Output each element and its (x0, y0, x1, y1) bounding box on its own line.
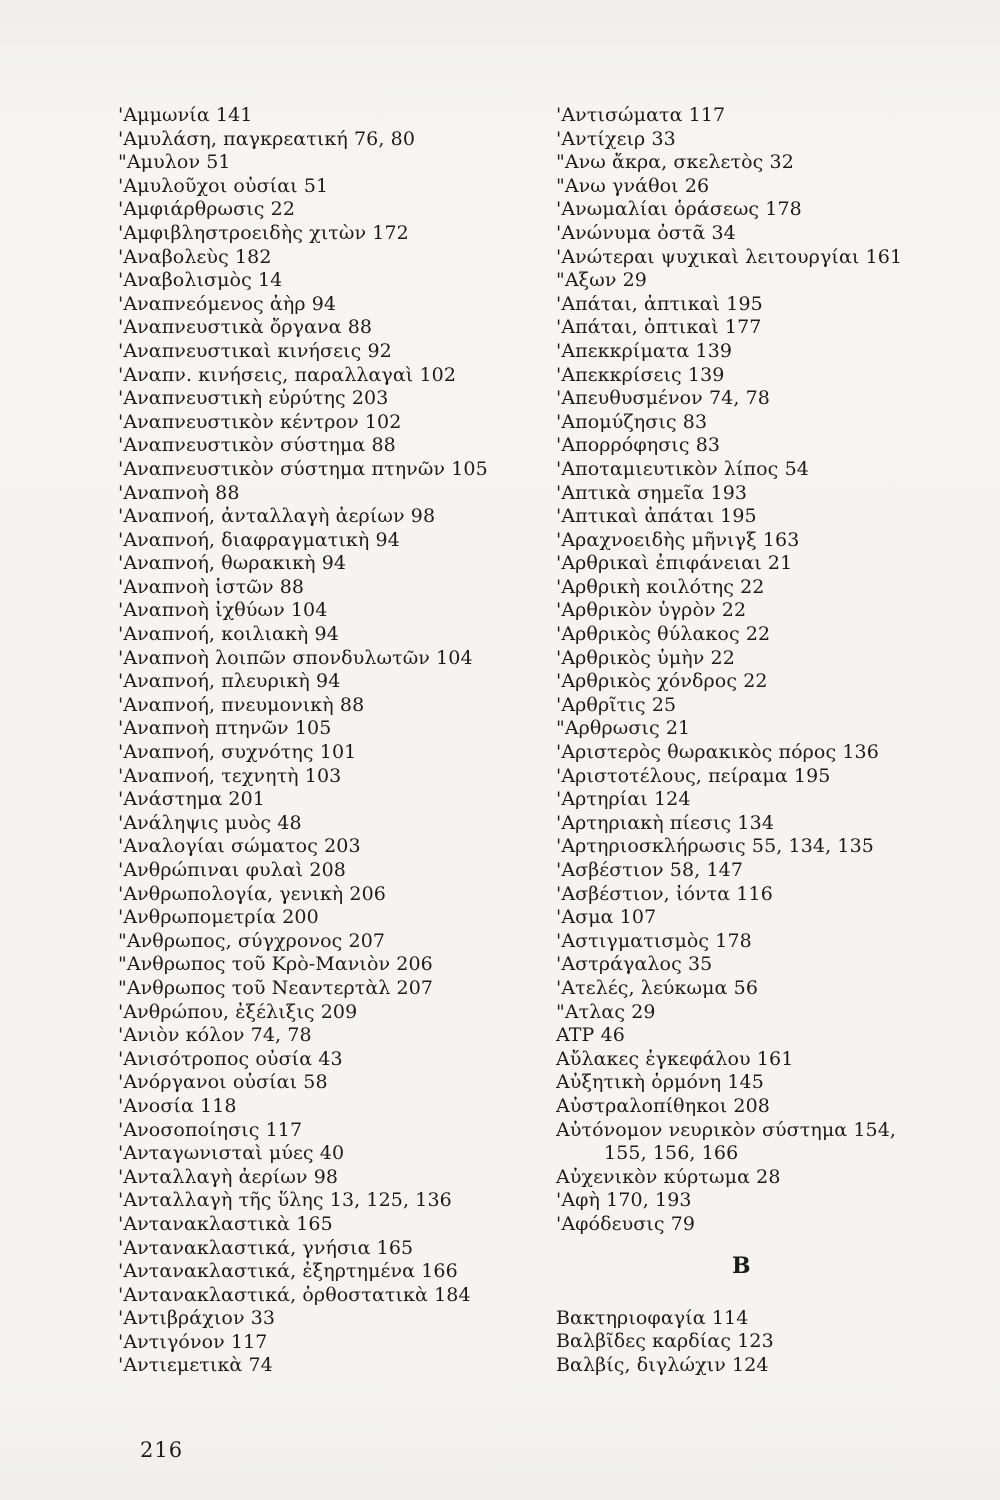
index-entry: 'Αναπνοή, κοιλιακὴ 94 (118, 623, 339, 646)
page-number: 216 (140, 1438, 184, 1462)
index-entry: 'Αστιγματισμὸς 178 (556, 929, 752, 952)
index-entry: 'Αναβολεὺς 182 (118, 245, 272, 268)
index-entry: Βαλβῖδες καρδίας 123 (556, 1330, 774, 1353)
index-entry: 'Αναπνοή, τεχνητὴ 103 (118, 764, 342, 787)
index-entry: 'Αντισώματα 117 (556, 104, 726, 126)
index-entry: 'Αναπνοὴ λοιπῶν σπονδυλωτῶν 104 (118, 646, 473, 669)
index-entry: 'Αποταμιευτικὸν λίπος 54 (556, 457, 809, 480)
index-entry: 'Αναπνευστικὰ ὄργανα 88 (118, 316, 373, 339)
index-entry: ATP 46 (556, 1024, 625, 1047)
index-entry: 'Ανθρώπου, ἐξέλιξις 209 (118, 1000, 358, 1023)
index-entry: 'Αμυλοῦχοι οὐσίαι 51 (118, 174, 329, 197)
index-entry: "Ανω γνάθοι 26 (556, 174, 710, 197)
index-entry: 'Ανώνυμα ὀστᾶ 34 (556, 221, 736, 244)
index-entry: 'Αντιβράχιον 33 (118, 1307, 276, 1330)
index-entry-continuation: 155, 156, 166 (604, 1142, 739, 1165)
index-entry: 'Αναπνοὴ πτηνῶν 105 (118, 717, 332, 740)
index-entry: 'Απάται, ὀπτικαὶ 177 (556, 316, 762, 339)
index-entry: 'Ανοσία 118 (118, 1094, 237, 1117)
index-entry: "Αρθρωσις 21 (556, 717, 691, 740)
index-entry: 'Αναλογίαι σώματος 203 (118, 835, 361, 858)
index-entry: 'Αντανακλαστικά, ὀρθοστατικὰ 184 (118, 1283, 471, 1306)
index-entry: "Ανθρωπος τοῦ Κρὸ-Μανιὸν 206 (118, 953, 433, 976)
index-entry: 'Αρθρικὸς ὑμὴν 22 (556, 646, 735, 669)
index-entry: "Αξων 29 (556, 269, 647, 292)
index-entry: 'Αναπνοὴ 88 (118, 481, 240, 504)
index-entry: 'Αμφιάρθρωσις 22 (118, 198, 296, 221)
index-entry: 'Αρθρικὴ κοιλότης 22 (556, 575, 765, 598)
index-entry: 'Ανθρωπολογία, γενικὴ 206 (118, 882, 386, 905)
index-entry: 'Ανταλλαγὴ τῆς ὕλης 13, 125, 136 (118, 1189, 452, 1212)
index-entry: 'Αντιεμετικὰ 74 (118, 1354, 273, 1377)
index-entry: 'Ασμα 107 (556, 906, 657, 929)
index-entry: 'Απευθυσμένον 74, 78 (556, 387, 770, 410)
index-entry: 'Αναπνευστικὸν σύστημα 88 (118, 434, 396, 457)
index-entry: "Ανθρωπος, σύγχρονος 207 (118, 929, 386, 952)
index-entry: 'Αρθρικὸς θύλακος 22 (556, 623, 771, 646)
index-entry: Αὐτόνομον νευρικὸν σύστημα 154, (556, 1118, 897, 1141)
index-entry: 'Αναπνοή, πλευρικὴ 94 (118, 670, 341, 693)
index-entry: 'Αναβολισμὸς 14 (118, 269, 283, 292)
index-entry: 'Αρθρικὸν ὑγρὸν 22 (556, 599, 747, 622)
index-column-right (556, 104, 976, 1377)
index-entry: 'Αμμωνία 141 (118, 104, 253, 126)
index-entry: 'Ανωμαλίαι ὁράσεως 178 (556, 198, 802, 221)
index-entry: 'Αριστερὸς θωρακικὸς πόρος 136 (556, 741, 879, 764)
index-entry: 'Ανιὸν κόλον 74, 78 (118, 1024, 312, 1047)
index-entry: 'Αμφιβληστροειδὴς χιτὼν 172 (118, 221, 409, 244)
index-entry: 'Αναπνοὴ ἰχθύων 104 (118, 599, 328, 622)
index-entry: 'Ασβέστιον 58, 147 (556, 859, 744, 881)
index-entry: 'Ανθρώπιναι φυλαὶ 208 (118, 859, 346, 881)
index-entry: 'Αναπνευστικὸν σύστημα πτηνῶν 105 (118, 457, 488, 480)
index-entry: 'Αντανακλαστικά, ἐξηρτημένα 166 (118, 1260, 458, 1283)
index-entry: 'Ανισότροπος οὐσία 43 (118, 1047, 343, 1070)
index-column-left (118, 104, 538, 1378)
index-entry: "Ανω ἄκρα, σκελετὸς 32 (556, 151, 794, 174)
index-entry: 'Αριστοτέλους, πείραμα 195 (556, 764, 831, 787)
index-entry: 'Αναπνοή, θωρακικὴ 94 (118, 552, 347, 575)
index-entry: 'Απομύζησις 83 (556, 410, 708, 433)
index-entry: 'Αναπνοή, συχνότης 101 (118, 741, 357, 764)
index-entry: 'Αρτηριοσκλήρωσις 55, 134, 135 (556, 835, 874, 858)
index-entry: 'Αντανακλαστικά, γνήσια 165 (118, 1236, 414, 1259)
index-entry: 'Αναπνοή, διαφραγματικὴ 94 (118, 528, 400, 551)
index-entry: Βακτηριοφαγία 114 (556, 1306, 749, 1329)
index-entry: Βαλβίς, διγλώχιν 124 (556, 1353, 769, 1376)
index-entry: 'Ανώτεραι ψυχικαὶ λειτουργίαι 161 (556, 245, 903, 268)
index-entry: 'Απτικὰ σημεῖα 193 (556, 481, 748, 504)
index-entry: 'Ανταγωνισταὶ μύες 40 (118, 1142, 345, 1165)
index-entry: 'Απεκκρίματα 139 (556, 339, 733, 362)
index-entry: Αὐστραλοπίθηκοι 208 (556, 1094, 770, 1117)
index-entry: 'Ανάληψις μυὸς 48 (118, 811, 302, 834)
index-entry: 'Αναπνοή, ἀνταλλαγὴ ἀερίων 98 (118, 505, 436, 528)
index-entry: 'Ανόργανοι οὐσίαι 58 (118, 1071, 328, 1094)
index-entry: 'Αναπν. κινήσεις, παραλλαγαὶ 102 (118, 363, 457, 386)
index-entry: 'Απορρόφησις 83 (556, 434, 721, 457)
index-entry: Αὐξητικὴ ὁρμόνη 145 (556, 1071, 764, 1094)
index-entry: 'Αμυλάση, παγκρεατική 76, 80 (118, 127, 416, 150)
index-entry: 'Αναπνοὴ ἱστῶν 88 (118, 575, 305, 598)
index-entry: 'Αντίχειρ 33 (556, 127, 676, 150)
index-entry: 'Αναπνεόμενος ἀὴρ 94 (118, 292, 337, 315)
index-entry: 'Αστράγαλος 35 (556, 953, 713, 976)
section-letter-heading: B (732, 1252, 751, 1279)
index-entry: Αὔλακες ἐγκεφάλου 161 (556, 1047, 794, 1070)
index-entry: 'Αραχνοειδὴς μῆνιγξ 163 (556, 528, 800, 551)
index-entry: 'Αναπνευστικὴ εὐρύτης 203 (118, 387, 389, 410)
index-entry: 'Απεκκρίσεις 139 (556, 363, 725, 386)
index-entry: 'Αρθρικαὶ ἐπιφάνειαι 21 (556, 552, 793, 575)
index-entry: 'Αρτηρίαι 124 (556, 788, 691, 811)
index-entry: 'Αναπνοή, πνευμονικὴ 88 (118, 693, 365, 716)
index-entry: 'Αρθρικὸς χόνδρος 22 (556, 670, 768, 693)
index-entry: "Αμυλον 51 (118, 151, 231, 174)
index-entry: "Ανθρωπος τοῦ Νεαντερτὰλ 207 (118, 976, 434, 999)
index-entry: 'Αναπνευστικαὶ κινήσεις 92 (118, 339, 392, 362)
index-entry: 'Ανταλλαγὴ ἀερίων 98 (118, 1165, 339, 1188)
index-entry: 'Αντανακλαστικὰ 165 (118, 1212, 333, 1235)
index-entry: 'Ασβέστιον, ἰόντα 116 (556, 882, 773, 905)
index-entry: 'Αρτηριακὴ πίεσις 134 (556, 811, 775, 834)
index-entry: 'Απτικαὶ ἀπάται 195 (556, 505, 757, 528)
index-entry: 'Ανθρωπομετρία 200 (118, 906, 319, 929)
index-entry: 'Απάται, ἀπτικαὶ 195 (556, 292, 763, 315)
index-entry: 'Αφόδευσις 79 (556, 1212, 696, 1235)
index-entry: 'Ανοσοποίησις 117 (118, 1118, 303, 1141)
index-entry: Αὐχενικὸν κύρτωμα 28 (556, 1165, 781, 1188)
index-entry: 'Ανάστημα 201 (118, 788, 265, 811)
index-entry: 'Αναπνευστικὸν κέντρον 102 (118, 410, 402, 433)
index-entry: 'Αντιγόνον 117 (118, 1330, 268, 1353)
index-entry: 'Αρθρῖτις 25 (556, 693, 677, 716)
index-entry: "Ατλας 29 (556, 1000, 656, 1023)
index-entry: 'Ατελές, λεύκωμα 56 (556, 976, 759, 999)
index-entry: 'Αφὴ 170, 193 (556, 1189, 692, 1212)
